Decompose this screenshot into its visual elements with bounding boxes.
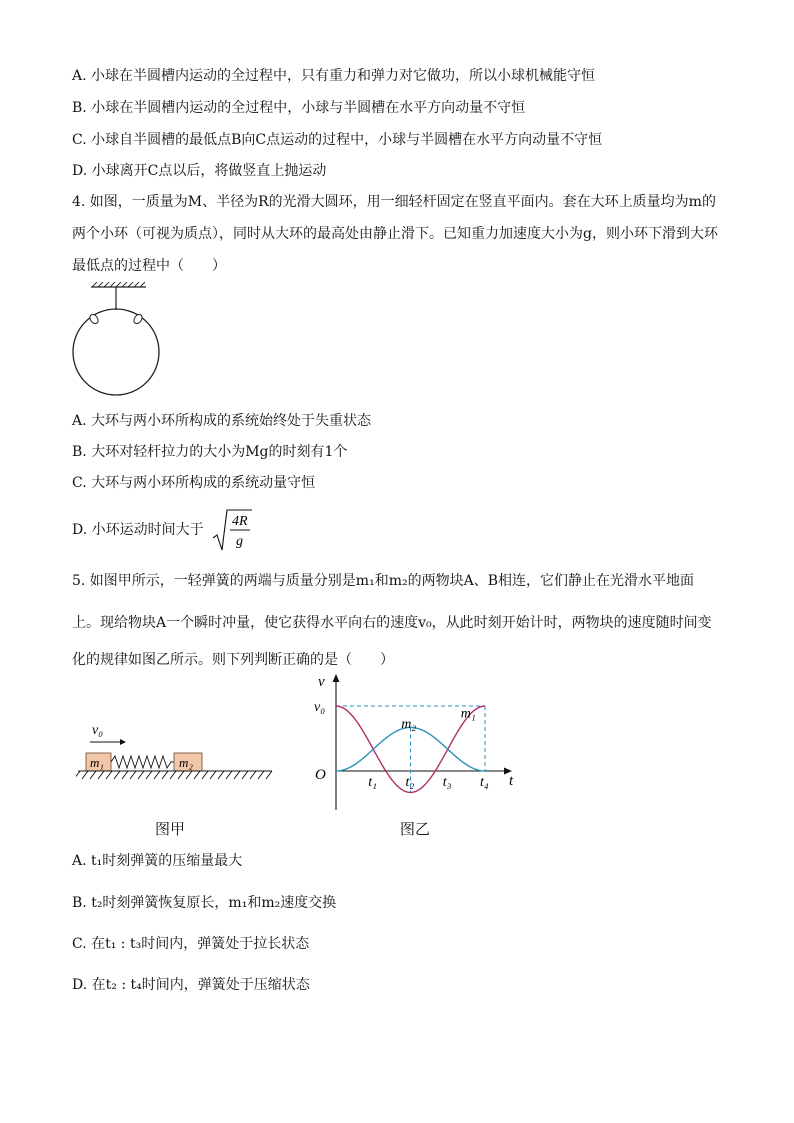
y-axis-arrow-icon [333, 674, 340, 682]
x-tick-label: t₄ [480, 775, 489, 790]
q3-option-c: C. 小球自半圆槽的最低点B向C点运动的过程中，小球与半圆槽在水平方向动量不守恒 [72, 132, 603, 148]
sqrt-denominator: g [236, 534, 244, 549]
block-m1-label: m₁ [90, 755, 104, 770]
velocity-label: v₀ [92, 723, 104, 738]
q5-option-c: C. 在t₁ : t₃时间内，弹簧处于拉长状态 [72, 936, 310, 952]
figure-jia-caption: 图甲 [155, 820, 186, 838]
q4-option-b: B. 大环对轻杆拉力的大小为Mg的时刻有1个 [72, 444, 348, 460]
series-m2-label: m₂ [401, 717, 417, 732]
q4-option-d [72, 508, 252, 548]
sqrt-numerator: 4R [232, 514, 248, 529]
q5-stem-line1: 5. 如图甲所示，一轻弹簧的两端与质量分别是m₁和m₂的两物块A、B相连，它们静止在光滑水平地面 [72, 573, 694, 589]
q4-stem-line3: 最低点的过程中（ ） [72, 258, 226, 274]
ground-hatching [76, 771, 272, 779]
q3-option-a: A. 小球在半圆槽内运动的全过程中，只有重力和弹力对它做功，所以小球机械能守恒 [72, 68, 596, 84]
origin-label: O [315, 767, 326, 783]
x-tick-label: t₃ [442, 775, 452, 790]
q3-option-d: D. 小球离开C点以后，将做竖直上抛运动 [72, 163, 327, 179]
q4-option-c: C. 大环与两小环所构成的系统动量守恒 [72, 475, 316, 491]
x-tick-label: t₂ [405, 775, 415, 790]
q3-option-b: B. 小球在半圆槽内运动的全过程中，小球与半圆槽在水平方向动量不守恒 [72, 100, 526, 116]
hoop-figure [66, 282, 170, 398]
q5-option-b: B. t₂时刻弹簧恢复原长，m₁和m₂速度交换 [72, 895, 337, 911]
q4-stem-line1: 4. 如图，一质量为M、半径为R的光滑大圆环，用一细轻杆固定在竖直平面内。套在大环上质量均为m的 [72, 194, 716, 210]
x-axis-label: t [509, 773, 514, 789]
q5-option-a: A. t₁时刻弹簧的压缩量最大 [72, 853, 243, 869]
q4-option-a: A. 大环与两小环所构成的系统始终处于失重状态 [72, 413, 372, 429]
spring-block-figure [76, 718, 276, 788]
arrow-right-icon [120, 739, 126, 745]
q5-option-d: D. 在t₂ : t₄时间内，弹簧处于压缩状态 [72, 977, 310, 993]
q4-option-d-text: D. 小环运动时间大于 [72, 522, 204, 538]
x-tick-label: t₁ [368, 775, 378, 790]
velocity-time-chart [310, 670, 525, 818]
y-axis-label: v [318, 674, 325, 690]
series-m1-label: m₁ [460, 706, 476, 722]
figure-yi-caption: 图乙 [400, 820, 431, 838]
y-tick-label: v₀ [314, 700, 326, 715]
block-m2-label: m₂ [179, 755, 193, 770]
sqrt-expression [212, 508, 252, 552]
q5-stem-line2: 上。现给物块A一个瞬时冲量，使它获得水平向右的速度v₀，从此时刻开始计时，两物块的速度随时间变 [72, 615, 712, 631]
q4-stem-line2: 两个小环（可视为质点），同时从大环的最高处由静止滑下。已知重力加速度大小为g，则小环下滑到大环 [72, 226, 718, 242]
q5-stem-line3: 化的规律如图乙所示。则下列判断正确的是（ ） [72, 652, 394, 668]
spring [111, 756, 174, 768]
